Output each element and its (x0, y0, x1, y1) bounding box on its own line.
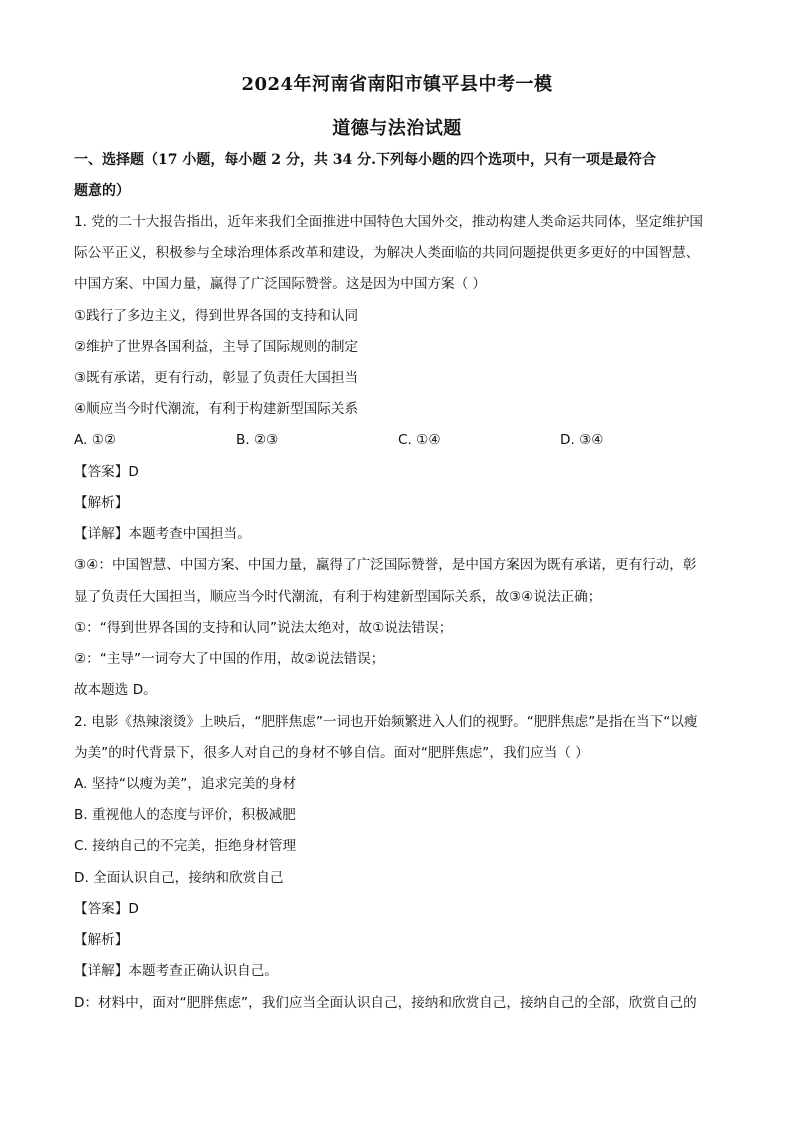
q1-analysis-heading: 【解析】 (74, 495, 129, 511)
q2-detail: 【详解】本题考查正确认识自己。 (74, 963, 278, 979)
q2-analysis-heading: 【解析】 (74, 932, 129, 948)
q2-stem-line-1: 2. 电影《热辣滚烫》上映后，“肥胖焦虑”一词也开始频繁进入人们的视野。“肥胖焦虑”是指在当下“以瘦 (74, 714, 698, 730)
q1-explanation-2: ①：“得到世界各国的支持和认同”说法太绝对，故①说法错误； (74, 620, 453, 636)
q1-option-c: C. ①④ (398, 432, 441, 448)
q1-answer: 【答案】D (74, 464, 139, 480)
q1-item-4: ④顺应当今时代潮流，有利于构建新型国际关系 (74, 401, 359, 417)
section-heading-line-2: 题意的） (74, 183, 130, 199)
q1-item-2: ②维护了世界各国利益，主导了国际规则的制定 (74, 339, 359, 355)
section-heading-line-1: 一、选择题（17 小题，每小题 2 分，共 34 分.下列每小题的四个选项中，只有一项是最符合 (74, 152, 656, 168)
q1-option-a: A. ①② (74, 432, 117, 448)
q1-option-b: B. ②③ (236, 432, 279, 448)
q1-item-1: ①践行了多边主义，得到世界各国的支持和认同 (74, 308, 359, 324)
q1-item-3: ③既有承诺，更有行动，彰显了负责任大国担当 (74, 370, 359, 386)
q1-option-d: D. ③④ (560, 432, 604, 448)
q1-stem-line-3: 中国方案、中国力量，赢得了广泛国际赞誉。这是因为中国方案（ ） (74, 276, 487, 292)
q2-option-a: A. 坚持“以瘦为美”，追求完美的身材 (74, 776, 297, 792)
q1-explanation-3: ②：“主导”一词夸大了中国的作用，故②说法错误； (74, 651, 385, 667)
q2-option-b: B. 重视他人的态度与评价，积极减肥 (74, 807, 296, 823)
q2-option-c: C. 接纳自己的不完美，拒绝身材管理 (74, 838, 297, 854)
q1-explanation-1b: 显了负责任大国担当，顺应当今时代潮流，有利于构建新型国际关系，故③④说法正确； (74, 589, 602, 605)
q1-options (74, 430, 722, 450)
q1-conclusion: 故本题选 D。 (74, 682, 157, 698)
q2-answer: 【答案】D (74, 901, 139, 917)
q1-stem-line-1: 1. 党的二十大报告指出，近年来我们全面推进中国特色大国外交，推动构建人类命运共同体，坚定维护国 (74, 214, 704, 230)
q1-stem-line-2: 际公平正义，积极参与全球治理体系改革和建设，为解决人类面临的共同问题提供更多更好的中国智慧、 (74, 245, 700, 261)
q1-explanation-1a: ③④：中国智慧、中国方案、中国力量，赢得了广泛国际赞誉，是中国方案因为既有承诺，更有行动，彰 (74, 557, 697, 573)
q2-explanation-1: D：材料中，面对“肥胖焦虑”，我们应当全面认识自己，接纳和欣赏自己，接纳自己的全部，欣赏自己的 (74, 995, 697, 1011)
q1-detail: 【详解】本题考查中国担当。 (74, 526, 251, 542)
q2-stem-line-2: 为美”的时代背景下，很多人对自己的身材不够自信。面对“肥胖焦虑”，我们应当（ ） (74, 745, 589, 761)
exam-title: 2024年河南省南阳市镇平县中考一模 (241, 74, 553, 95)
q2-option-d: D. 全面认识自己，接纳和欣赏自己 (74, 870, 284, 886)
exam-subtitle: 道德与法治试题 (332, 118, 462, 139)
